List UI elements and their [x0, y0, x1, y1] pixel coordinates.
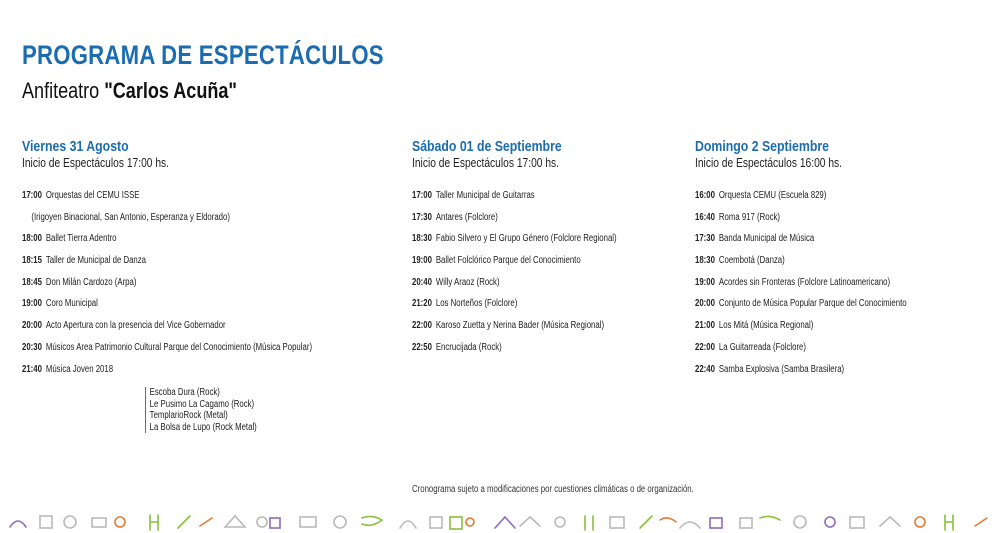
- event-act: Orquestas del CEMU ISSE: [45, 190, 140, 201]
- event-time: 20:30: [22, 341, 42, 353]
- day-start-time: Inicio de Espectáculos 16:00 hs.: [695, 156, 843, 170]
- event-act: Roma 917 (Rock): [718, 211, 780, 223]
- day-column-sabado: [412, 138, 692, 364]
- schedule-row: [412, 255, 630, 277]
- event-act: Acto Apertura con la presencia del Vice Gobernador: [45, 320, 226, 332]
- day-column-domingo: [695, 138, 995, 385]
- event-act: Banda Municipal de Música: [718, 233, 815, 245]
- event-time: 16:40: [695, 211, 715, 223]
- event-act: Los Mitá (Música Regional): [718, 320, 814, 332]
- event-time: 18:30: [412, 233, 432, 245]
- event-time: 17:30: [695, 233, 715, 245]
- event-act: Willy Araoz (Rock): [435, 276, 500, 288]
- schedule-row: [412, 298, 630, 320]
- event-act: Acordes sin Fronteras (Folclore Latinoamericano): [718, 276, 891, 288]
- event-time: 22:40: [695, 363, 715, 375]
- event-time: 22:00: [695, 341, 715, 353]
- schedule-row: [22, 298, 318, 320]
- event-act: Coro Municipal: [45, 298, 98, 310]
- venue-subtitle: [22, 78, 237, 104]
- band-item: La Bolsa de Lupo (Rock Metal): [149, 421, 257, 433]
- schedule-row: [22, 255, 318, 277]
- event-act: Orquesta CEMU (Escuela 829): [718, 190, 827, 201]
- event-act: Los Norteños (Folclore): [435, 298, 518, 310]
- event-act: (Irigoyen Binacional, San Antonio, Esperanza y Eldorado): [31, 211, 230, 223]
- event-time: 17:30: [412, 211, 432, 223]
- schedule-row: [22, 190, 318, 212]
- day-column-viernes: [22, 138, 402, 385]
- doodle-border-decoration: [0, 512, 1000, 533]
- day-title: Sábado 01 de Septiembre: [412, 138, 562, 155]
- schedule-row: [695, 212, 929, 234]
- event-time: 21:00: [695, 320, 715, 332]
- day-title: Viernes 31 Agosto: [22, 138, 129, 155]
- schedule-row: [695, 364, 929, 386]
- event-time: 19:00: [22, 298, 42, 310]
- event-time: 18:30: [695, 255, 715, 267]
- event-act: Antares (Folclore): [435, 211, 498, 223]
- event-act: La Guitarreada (Folclore): [718, 341, 806, 353]
- event-time: 20:00: [22, 320, 42, 332]
- event-act: Conjunto de Música Popular Parque del Conocimiento: [718, 298, 907, 310]
- schedule-row: [412, 233, 630, 255]
- event-time: 22:50: [412, 341, 432, 353]
- schedule-row: [22, 320, 318, 342]
- schedule-row: [22, 342, 318, 364]
- disclaimer-note: Cronograma sujeto a modificaciones por cuestiones climáticas o de organización.: [412, 484, 694, 495]
- day-title: Domingo 2 Septiembre: [695, 138, 829, 155]
- event-act: Coembotá (Danza): [718, 255, 785, 267]
- event-time: 19:00: [695, 276, 715, 288]
- event-act: Encrucijada (Rock): [435, 341, 502, 353]
- event-time: 18:15: [22, 255, 42, 267]
- venue-prefix: Anfiteatro: [22, 78, 105, 103]
- schedule-row: [22, 233, 318, 255]
- event-time: 19:00: [412, 255, 432, 267]
- event-time: 20:40: [412, 276, 432, 288]
- event-act: Música Joven 2018: [45, 363, 114, 375]
- schedule-row: [695, 233, 929, 255]
- schedule-row: [412, 190, 630, 212]
- event-time: 17:00: [412, 190, 432, 201]
- schedule-row: [412, 342, 630, 364]
- venue-name: "Carlos Acuña": [104, 78, 237, 103]
- band-item: TemplarioRock (Metal): [149, 410, 228, 421]
- event-act: Taller de Municipal de Danza: [45, 255, 147, 267]
- schedule-row: [22, 277, 318, 299]
- event-time: 22:00: [412, 320, 432, 332]
- schedule-row: [412, 320, 630, 342]
- schedule-row: [695, 298, 929, 320]
- schedule-row: [695, 277, 929, 299]
- event-act: Ballet Folclórico Parque del Conocimiento: [435, 255, 581, 267]
- schedule-row-detail: [22, 212, 318, 234]
- band-item: Le Pusimo La Cagamo (Rock): [149, 398, 255, 410]
- event-act: Ballet Tierra Adentro: [45, 233, 117, 245]
- event-act: Músicos Area Patrimonio Cultural Parque del Conocimiento (Música Popular): [45, 341, 313, 353]
- page-title: PROGRAMA DE ESPECTÁCULOS: [22, 40, 384, 70]
- event-time: 20:00: [695, 298, 715, 310]
- band-item: Escoba Dura (Rock): [149, 387, 220, 398]
- schedule-row: [412, 212, 630, 234]
- day-start-time: Inicio de Espectáculos 17:00 hs.: [22, 156, 170, 170]
- event-act: Fabio Silvero y El Grupo Género (Folclore Regional): [435, 233, 617, 245]
- event-act: Karoso Zuetta y Nerina Bader (Música Regional): [435, 320, 605, 332]
- day-start-time: Inicio de Espectáculos 17:00 hs.: [412, 156, 560, 170]
- schedule-row: [695, 342, 929, 364]
- schedule-row: [695, 190, 929, 212]
- event-time: 18:00: [22, 233, 42, 245]
- event-time: 18:45: [22, 276, 42, 288]
- schedule-row: [695, 255, 929, 277]
- schedule-row: [412, 277, 630, 299]
- event-time: 17:00: [22, 190, 42, 201]
- event-act: Don Milán Cardozo (Arpa): [45, 276, 137, 288]
- event-time: 21:20: [412, 298, 432, 310]
- schedule-row: [695, 320, 929, 342]
- schedule-row: [22, 364, 318, 386]
- event-time: 21:40: [22, 363, 42, 375]
- event-act: Samba Explosiva (Samba Brasilera): [718, 363, 845, 375]
- event-time: 16:00: [695, 190, 715, 201]
- event-act: Taller Municipal de Guitarras: [435, 190, 535, 201]
- band-list: [145, 387, 257, 433]
